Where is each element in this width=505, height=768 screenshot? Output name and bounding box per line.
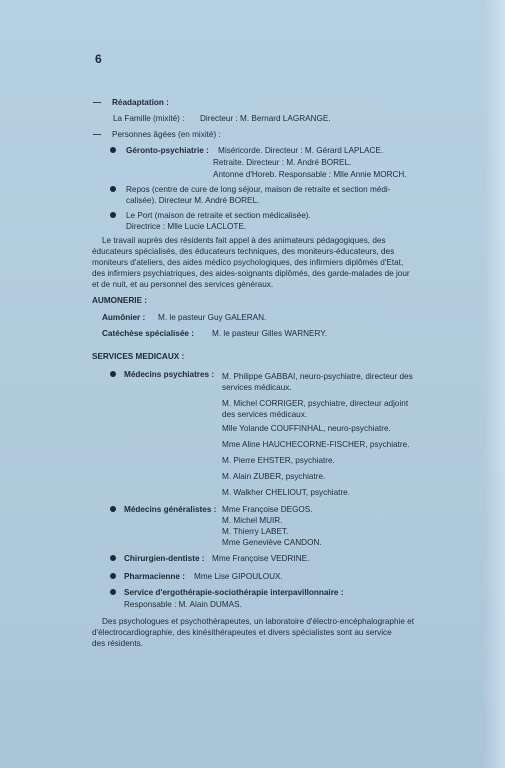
bullet-icon [110,573,116,579]
bullet-icon [110,506,116,512]
psychiatrist-entry: des services médicaux. [222,410,308,419]
page-number: 6 [95,52,102,66]
generalist-entry: M. Thierry LABET. [222,527,289,536]
aumonier-label: Aumônier : [102,313,146,322]
staff-paragraph-line: et de nuit, et au personnel des services généraux. [92,280,274,289]
services-heading: SERVICES MEDICAUX : [92,352,185,361]
aumonier-value: M. le pasteur Guy GALERAN. [158,313,267,322]
geronto-label: Géronto-psychiatrie : [126,146,209,155]
psychiatrist-entry: M. Michel CORRIGER, psychiatre, directeur adjoint [222,399,409,408]
psychiatrists-label: Médecins psychiatres : [124,370,215,379]
dash-marker: — [93,98,102,107]
aumonerie-heading: AUMONERIE : [92,296,148,305]
catechese-label: Catéchèse spécialisée : [102,329,194,338]
closing-paragraph-line: des résidents. [92,639,143,648]
generalists-label: Médecins généralistes : [124,505,217,514]
psychiatrist-entry: Mlle Yolande COUFFINHAL, neuro-psychiatre. [222,424,391,433]
repos-line: Repos (centre de cure de long séjour, maison de retraite et section médi- [126,185,391,194]
pharmacist-value: Mme Lise GIPOULOUX. [194,572,283,581]
dentist-label: Chirurgien-dentiste : [124,554,205,563]
generalist-entry: Mme Françoise DEGOS. [222,505,313,514]
psychiatrist-entry: M. Philippe GABBAI, neuro-psychiatre, directeur des [222,372,413,381]
geronto-line: Retraite. Directeur : M. André BOREL. [213,158,352,167]
bullet-icon [110,371,116,377]
geronto-line: Antonne d'Horeb. Responsable : Mlle Annie MORCH. [213,170,407,179]
bullet-icon [110,212,116,218]
ergotherapy-label: Service d'ergothérapie-sociothérapie interpavillonnaire : [124,588,344,597]
bullet-icon [110,555,116,561]
bullet-icon [110,186,116,192]
generalist-entry: M. Michel MUIR. [222,516,283,525]
elderly-heading: Personnes âgées (en mixité) : [112,130,221,139]
bullet-icon [110,589,116,595]
port-line: Directrice : Mlle Lucie LACLOTE. [126,222,247,231]
psychiatrist-entry: services médicaux. [222,383,292,392]
psychiatrist-entry: M. Alain ZUBER, psychiatre. [222,472,326,481]
closing-paragraph-line: Des psychologues et psychothérapeutes, un laboratoire d'électro-encéphalographie et [102,617,414,626]
staff-paragraph-line: Le travail auprès des résidents fait appel à des animateurs pédagogiques, des [102,236,386,245]
closing-paragraph-line: d'électrocardiographie, des kinésithérapeutes et divers spécialistes sont au service [92,628,392,637]
page-edge-highlight [483,0,505,768]
dentist-value: Mme Françoise VEDRINE. [212,554,310,563]
staff-paragraph-line: moniteurs d'ateliers, des aides médico psychologiques, des infirmiers diplômés d'Etat, [92,258,404,267]
staff-paragraph-line: des infirmiers psychiatriques, des aides-soignants diplômés, des garde-malades de jour [92,269,410,278]
psychiatrist-entry: Mme Aline HAUCHECORNE-FISCHER, psychiatre. [222,440,410,449]
staff-paragraph-line: éducateurs spécialisés, des éducateurs techniques, des moniteurs-éducateurs, des [92,247,395,256]
geronto-line: Miséricorde. Directeur : M. Gérard LAPLACE. [218,146,384,155]
dash-marker: — [93,130,102,139]
readaptation-heading: Réadaptation : [112,98,169,107]
ergotherapy-responsible: Responsable : M. Alain DUMAS. [124,600,242,609]
repos-line: calisée). Directeur M. André BOREL. [126,196,260,205]
family-label: La Famille (mixité) : [113,114,185,123]
psychiatrist-entry: M. Walkher CHELIOUT, psychiatre. [222,488,350,497]
bullet-icon [110,147,116,153]
family-director: Directeur : M. Bernard LAGRANGE. [200,114,331,123]
psychiatrist-entry: M. Pierre EHSTER, psychiatre. [222,456,335,465]
pharmacist-label: Pharmacienne : [124,572,185,581]
catechese-value: M. le pasteur Gilles WARNERY. [212,329,327,338]
port-line: Le Port (maison de retraite et section médicalisée). [126,211,311,220]
generalist-entry: Mme Geneviève CANDON. [222,538,322,547]
